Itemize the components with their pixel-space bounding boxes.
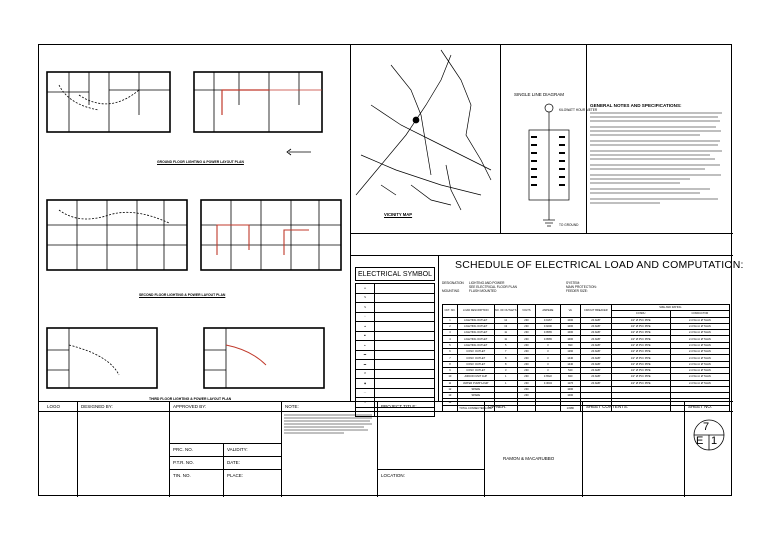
single-line-diagram — [501, 100, 586, 230]
schedule-cell: 14 — [443, 399, 458, 405]
schedule-cell: 3 — [443, 330, 458, 336]
schedule-cell: 1/2" Ø PVC PIPE — [611, 374, 670, 380]
schedule-cell: 20 AMP — [580, 336, 611, 342]
schedule-cell: 20 AMP — [580, 374, 611, 380]
schedule-cell: 20 AMP — [580, 367, 611, 373]
schedule-cell: 20 AMP — [580, 323, 611, 329]
col-volts: VOLTS — [517, 305, 536, 318]
schedule-cell: 12 — [494, 317, 517, 323]
approved-by-label: APPROVED BY: — [173, 404, 207, 409]
col-conduit: CONDU — [611, 311, 670, 317]
schedule-cell: 6 — [443, 349, 458, 355]
col-circuit-breaker: CIRCUIT BREAKER — [580, 305, 611, 318]
schedule-cell: 230 — [517, 386, 536, 392]
schedule-cell: 1000 — [560, 330, 580, 336]
feeder-size-label: FEEDER SIZE: — [566, 289, 588, 293]
schedule-cell: 20 AMP — [580, 361, 611, 367]
schedule-cell: CONV. OUTLET — [457, 361, 494, 367]
schedule-cell: 540 — [560, 367, 580, 373]
schedule-cell: 230 — [517, 323, 536, 329]
col-size-rating: SIZE AND RATING — [611, 305, 729, 311]
schedule-cell: 20 AMP — [580, 349, 611, 355]
schedule-cell: 11 — [494, 336, 517, 342]
schedule-cell: 12 — [443, 386, 458, 392]
schedule-cell: 1000 — [560, 393, 580, 399]
floor-plans — [39, 45, 350, 401]
schedule-cell: 2-3.5mm² Ø THHN — [670, 361, 729, 367]
ptr-no-label: P.T.R. NO. — [173, 460, 194, 465]
schedule-cell: 1 — [494, 380, 517, 386]
schedule-cell: 10 — [443, 374, 458, 380]
schedule-cell: 1000 — [560, 317, 580, 323]
schedule-cell: SPARE — [457, 393, 494, 399]
schedule-cell: 2-3.5mm² Ø THHN — [670, 330, 729, 336]
mounting-label: MOUNTING — [442, 289, 460, 293]
schedule-cell: 20 AMP — [580, 317, 611, 323]
note-text-lines — [284, 413, 376, 443]
schedule-cell: 1/2" Ø PVC PIPE — [611, 330, 670, 336]
schedule-cell: 2-3.5mm² Ø THHN — [670, 336, 729, 342]
schedule-cell: TOTAL CONNECTED LOAD — [459, 406, 493, 410]
schedule-cell: 230 — [517, 336, 536, 342]
schedule-cell: 8 — [494, 355, 517, 361]
schedule-cell: 1000 — [560, 336, 580, 342]
owner-name: RAMON & MACARUBBO — [503, 456, 555, 461]
symbol-table: ▭ S S ○ ▲ ■ ● ▬ ▬ ⟳ ◉ ⌒ ⇨ — [355, 283, 435, 417]
schedule-cell: 1440 — [560, 355, 580, 361]
schedule-cell: 4 — [443, 336, 458, 342]
schedule-cell: 230 — [517, 380, 536, 386]
schedule-cell: 0.9565 — [536, 336, 560, 342]
schedule-title: SCHEDULE OF ELECTRICAL LOAD AND COMPUTATION: — [455, 259, 744, 271]
schedule-cell: 3.6522 — [536, 374, 560, 380]
schedule-cell: 1/2" Ø PVC PIPE — [611, 380, 670, 386]
schedule-cell: 230 — [517, 342, 536, 348]
note-label: NOTE: — [285, 404, 299, 409]
schedule-cell: CONV. OUTLET — [457, 349, 494, 355]
schedule-cell: 2-3.5mm² Ø THHN — [670, 355, 729, 361]
schedule-cell: 1440 — [560, 361, 580, 367]
sheet-contents-label: SHEET CONTENTS: — [586, 404, 629, 409]
schedule-cell: LIGHTING OUTLET — [457, 336, 494, 342]
schedule-cell: 7 — [443, 355, 458, 361]
designed-by-label: DESIGNED BY: — [81, 404, 113, 409]
designation-value: LIGHTING AND POWER — [469, 281, 505, 285]
sheet-number: 7 — [703, 421, 710, 433]
schedule-cell: 230 — [517, 317, 536, 323]
schedule-cell: 11 — [443, 380, 458, 386]
schedule-cell: CONV. OUTLET — [457, 367, 494, 373]
schedule-info-mid — [469, 281, 517, 293]
schedule-cell: 230 — [517, 330, 536, 336]
schedule-cell: LIGHTING OUTLET — [457, 317, 494, 323]
schedule-cell: LIGHTING OUTLET — [457, 323, 494, 329]
col-conductor: CONDUCTOR — [670, 311, 729, 317]
schedule-cell: 20 AMP — [580, 342, 611, 348]
schedule-cell: 1/2" Ø PVC PIPE — [611, 349, 670, 355]
vicinity-map — [351, 45, 499, 233]
schedule-cell: 2 — [443, 323, 458, 329]
schedule-cell: 1/2" Ø PVC PIPE — [611, 367, 670, 373]
schedule-cell: 1 — [443, 317, 458, 323]
schedule-cell: 230 — [517, 349, 536, 355]
drawing-sheet — [38, 44, 744, 496]
schedule-cell: 1/2" Ø PVC PIPE — [611, 355, 670, 361]
schedule-cell: 2-3.5mm² Ø THHN — [670, 349, 729, 355]
schedule-cell: 13386 — [560, 405, 580, 411]
schedule-cell: LIGHTING OUTLET — [457, 342, 494, 348]
schedule-cell: 2-3.5mm² Ø THHN — [670, 367, 729, 373]
schedule-cell: SPARE — [457, 386, 494, 392]
kwh-meter-label: KILOWATT HOUR METER — [559, 108, 598, 112]
schedule-top-divider — [350, 255, 733, 256]
symbol-divider — [438, 255, 439, 401]
symbol-title: ELECTRICAL SYMBOL — [355, 267, 435, 281]
ground-label: TO GROUND — [559, 223, 579, 227]
load-schedule-table — [442, 304, 730, 412]
schedule-cell: 1000 — [560, 386, 580, 392]
schedule-cell: 230 — [517, 361, 536, 367]
schedule-cell: 230 — [517, 393, 536, 399]
schedule-cell: 8 — [494, 361, 517, 367]
schedule-cell: WATER PUMP 1/2HP — [457, 380, 494, 386]
logo-label: LOGO — [47, 404, 61, 409]
schedule-cell: 3 — [536, 361, 560, 367]
schedule-cell: 5 — [494, 342, 517, 348]
schedule-cell: 1176 — [560, 380, 580, 386]
schedule-cell: 2-3.5mm² Ø THHN — [670, 374, 729, 380]
project-title-label: PROJECT TITLE: — [381, 404, 417, 409]
ground-floor-caption: GROUND FLOOR LIGHTING & POWER LAYOUT PLAN — [157, 160, 244, 164]
system-label: SYSTEM: — [566, 281, 580, 285]
schedule-cell: 13 — [443, 393, 458, 399]
schedule-cell: 2-3.5mm² Ø THHN — [670, 323, 729, 329]
schedule-cell: 8 — [443, 361, 458, 367]
schedule-cell: 2-3.5mm² Ø THHN — [670, 380, 729, 386]
place-label: PLACE: — [227, 473, 244, 478]
schedule-cell: 1/2" Ø PVC PIPE — [611, 361, 670, 367]
prc-no-label: PRC. NO. — [173, 447, 194, 452]
schedule-cell: 1260 — [560, 349, 580, 355]
schedule-cell: 20 AMP — [580, 355, 611, 361]
notes-title: GENERAL NOTES AND SPECIFICATIONS: — [590, 103, 682, 108]
schedule-cell: 1000 — [560, 323, 580, 329]
schedule-cell: 3 — [494, 367, 517, 373]
schedule-cell: 0.9565 — [536, 330, 560, 336]
schedule-cell: 9 — [443, 367, 458, 373]
schedule-cell: 1/2" Ø PVC PIPE — [611, 342, 670, 348]
schedule-cell: 7 — [494, 349, 517, 355]
col-ckt: CKT. NO. — [443, 305, 458, 318]
schedule-cell: 230 — [517, 367, 536, 373]
schedule-cell: 690 — [560, 342, 580, 348]
schedule-cell: 230 — [517, 355, 536, 361]
mounting-value: FLUSH MOUNTED — [469, 289, 497, 293]
sheet-no-label: SHEET NO. — [688, 404, 713, 409]
schedule-cell: 230 — [517, 374, 536, 380]
schedule-cell: AIRCON UNIT 1HP — [457, 374, 494, 380]
col-ampere: AMPERE — [536, 305, 560, 318]
schedule-cell: 20 AMP — [580, 330, 611, 336]
schedule-cell: 3.3043 — [536, 380, 560, 386]
schedule-cell: 0.9200 — [536, 323, 560, 329]
schedule-cell: 2-3.5mm² Ø THHN — [670, 342, 729, 348]
schedule-info-right — [566, 281, 597, 293]
schedule-cell: 1 — [494, 374, 517, 380]
validity-label: VALIDITY: — [227, 447, 248, 452]
owner-label: OWNER: — [488, 404, 507, 409]
designation-label: DESIGNATION — [442, 281, 464, 285]
schedule-cell: 5 — [443, 342, 458, 348]
schedule-cell: 1/2" Ø PVC PIPE — [611, 336, 670, 342]
schedule-cell: 3 — [536, 349, 560, 355]
schedule-cell: 2-3.5mm² Ø THHN — [670, 317, 729, 323]
schedule-cell: 3 — [536, 355, 560, 361]
sheet-sub: 1 — [711, 435, 718, 447]
vicinity-caption: VICINITY MAP — [384, 212, 413, 217]
designation-note: SEE ELECTRICAL FLOOR PLAN — [469, 285, 517, 289]
schedule-info-left — [442, 281, 464, 293]
schedule-cell: 840 — [560, 374, 580, 380]
schedule-cell: 3 — [536, 342, 560, 348]
schedule-cell: 1/2" Ø PVC PIPE — [611, 323, 670, 329]
tin-no-label: TIN. NO. — [173, 473, 191, 478]
schedule-cell: 20 AMP — [580, 380, 611, 386]
schedule-cell: 13 — [494, 323, 517, 329]
third-floor-caption: THIRD FLOOR LIGHTING & POWER LAYOUT PLAN — [149, 397, 232, 401]
schedule-cell: 0.9167 — [536, 317, 560, 323]
right-panel-divider — [350, 233, 733, 234]
schedule-cell: LIGHTING OUTLET — [457, 330, 494, 336]
location-label: LOCATION: — [381, 473, 405, 478]
schedule-cell: 3 — [536, 367, 560, 373]
col-va: VA — [560, 305, 580, 318]
sheet-code: E — [696, 435, 704, 447]
col-outlets: NO. OF OUTLETS — [494, 305, 517, 318]
schedule-cell: 11 — [494, 330, 517, 336]
col-load-description: LOAD DESCRIPTION — [457, 305, 494, 318]
schedule-cell: 1/2" Ø PVC PIPE — [611, 317, 670, 323]
main-protection-label: MAIN PROTECTION: — [566, 285, 597, 289]
schedule-cell: CONV. OUTLET — [457, 355, 494, 361]
date-label: DATE: — [227, 460, 240, 465]
single-line-title: SINGLE LINE DIAGRAM — [514, 92, 565, 97]
notes-text-lines — [590, 111, 728, 221]
second-floor-caption: SECOND FLOOR LIGHTING & POWER LAYOUT PLAN — [139, 293, 226, 297]
notes-divider — [586, 45, 587, 233]
